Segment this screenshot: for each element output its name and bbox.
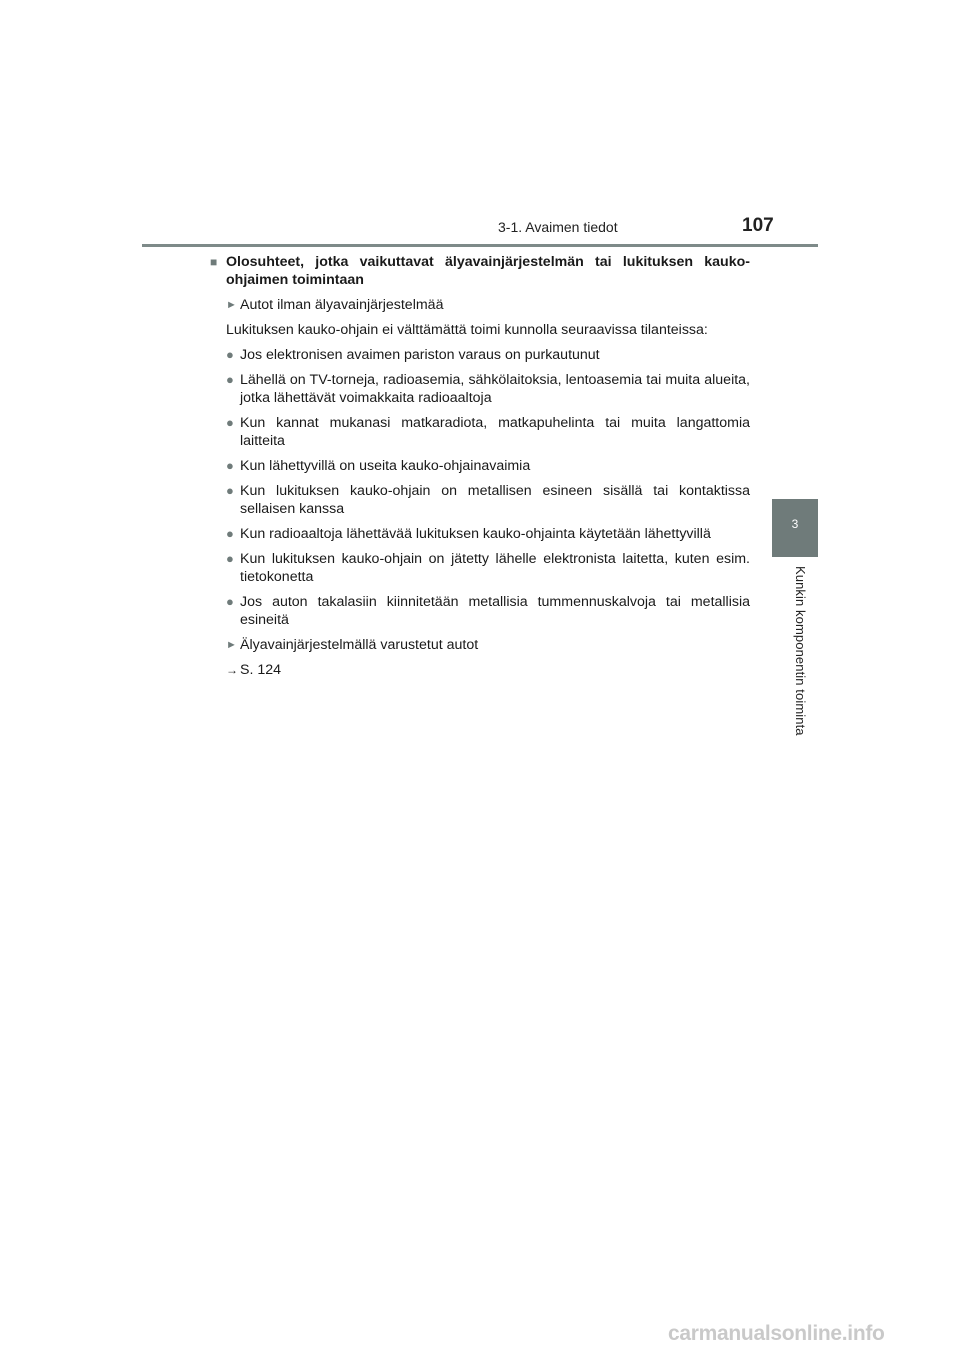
list-item-text: Kun lukituksen kauko-ohjain on jätetty lähelle elektronista laitetta, kuten esim. tietokonetta [240, 551, 750, 585]
list-item [210, 593, 750, 629]
page-number: 107 [742, 215, 774, 236]
list-item-text: Kun radioaaltoja lähettävää lukituksen kauko-ohjainta käytetään lähettyvillä [240, 526, 711, 542]
arrow-right-icon: → [226, 663, 238, 677]
subheading-smart-key [210, 636, 750, 654]
circle-bullet-icon: ● [226, 551, 234, 566]
header-section-title: 3-1. Avaimen tiedot [498, 219, 618, 235]
list-item [210, 346, 750, 364]
intro-paragraph: Lukituksen kauko-ohjain ei välttämättä toimi kunnolla seuraavissa tilanteissa: [226, 322, 708, 338]
list-item [210, 550, 750, 586]
watermark-text: carmanualsonline.info [668, 1322, 885, 1345]
page-content [210, 253, 750, 679]
section-heading [210, 253, 750, 289]
list-item [210, 414, 750, 450]
bullet-list [210, 346, 750, 629]
list-item-text: Jos auton takalasiin kiinnitetään metallisia tummennuskalvoja tai metallisia esineitä [240, 594, 750, 628]
page-reference-link[interactable]: S. 124 [240, 662, 282, 678]
page-reference[interactable] [210, 661, 750, 679]
circle-bullet-icon: ● [226, 415, 234, 430]
triangle-right-icon: ► [226, 639, 237, 651]
list-item [210, 371, 750, 407]
chapter-tab [772, 499, 818, 557]
circle-bullet-icon: ● [226, 526, 234, 541]
square-bullet-icon: ■ [210, 255, 218, 269]
circle-bullet-icon: ● [226, 594, 234, 609]
circle-bullet-icon: ● [226, 483, 234, 498]
chapter-title: Kunkin komponentin toiminta [793, 566, 808, 736]
list-item-text: Kun lukituksen kauko-ohjain on metallisen esineen sisällä tai kontaktissa sellaisen kanssa [240, 483, 750, 517]
chapter-number: 3 [791, 517, 799, 531]
list-item-text: Kun lähettyvillä on useita kauko-ohjainavaimia [240, 458, 531, 474]
header-divider [142, 244, 818, 247]
subheading-text: Älyavainjärjestelmällä varustetut autot [240, 637, 479, 653]
section-heading-text: Olosuhteet, jotka vaikuttavat älyavainjärjestelmän tai lukituksen kauko-ohjaimen toimintaan [226, 254, 750, 288]
circle-bullet-icon: ● [226, 458, 234, 473]
subheading-no-smart-key [210, 296, 750, 314]
list-item [210, 482, 750, 518]
circle-bullet-icon: ● [226, 372, 234, 387]
list-item-text: Kun kannat mukanasi matkaradiota, matkapuhelinta tai muita langattomia laitteita [240, 415, 750, 449]
triangle-right-icon: ► [226, 299, 237, 311]
list-item [210, 457, 750, 475]
list-item-text: Lähellä on TV-torneja, radioasemia, sähkölaitoksia, lentoasemia tai muita alueita, jotka lähettävät voimakkaita radioaaltoja [240, 372, 750, 406]
subheading-text: Autot ilman älyavainjärjestelmää [240, 297, 444, 313]
list-item-text: Jos elektronisen avaimen pariston varaus on purkautunut [240, 347, 600, 363]
circle-bullet-icon: ● [226, 347, 234, 362]
list-item [210, 525, 750, 543]
